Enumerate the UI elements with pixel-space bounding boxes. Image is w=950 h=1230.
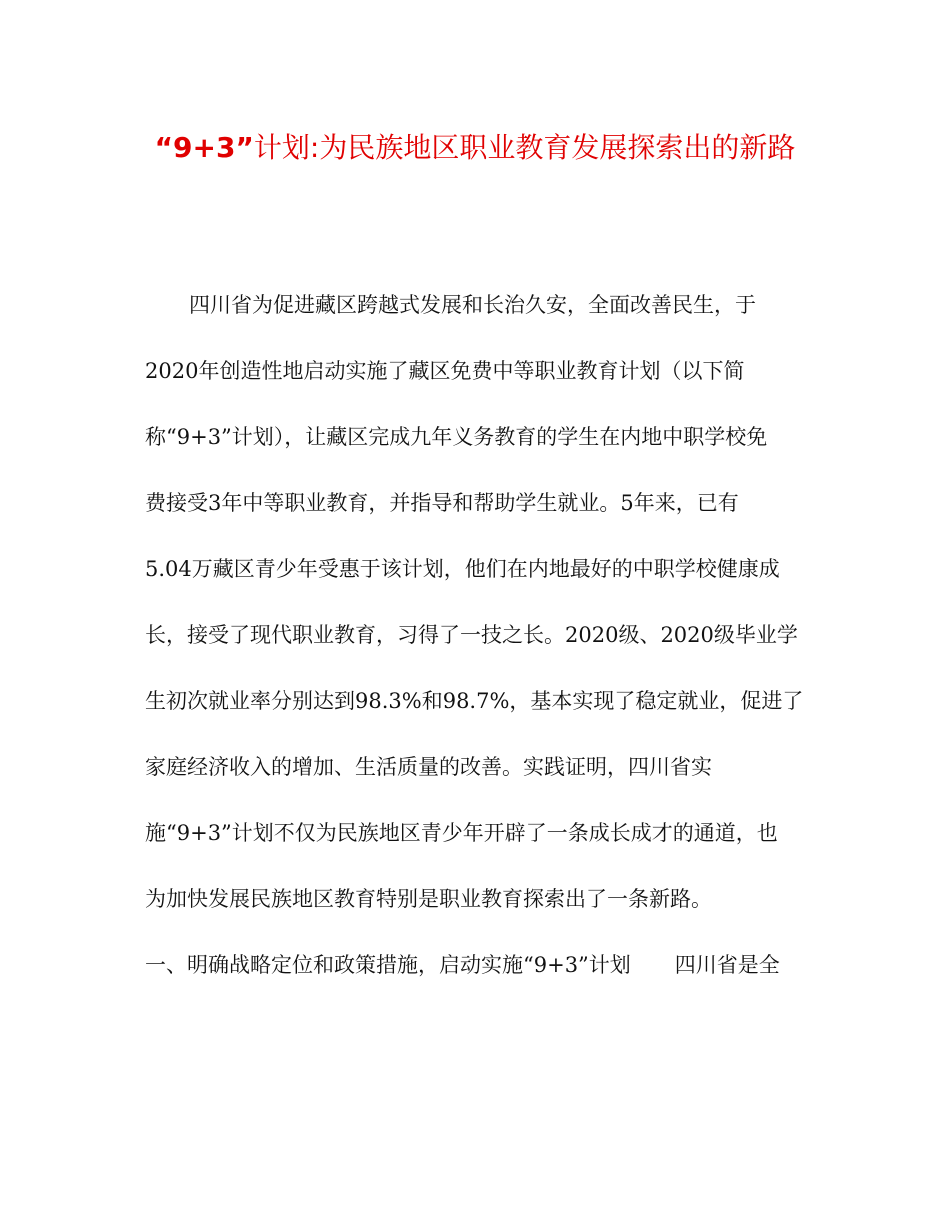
paragraph-line: 施“9+3”计划不仅为民族地区青少年开辟了一条成长成才的通道，也 <box>145 821 778 845</box>
paragraph-line: 长，接受了现代职业教育，习得了一技之长。2020级、2020级毕业学 <box>145 623 798 647</box>
body-text <box>145 283 815 1009</box>
paragraph-line: 2020年创造性地启动实施了藏区免费中等职业教育计划（以下简 <box>145 359 745 383</box>
paragraph-line: 四川省为促进藏区跨越式发展和长治久安，全面改善民生，于 <box>189 293 756 317</box>
paragraph-line: 5.04万藏区青少年受惠于该计划，他们在内地最好的中职学校健康成 <box>145 557 780 581</box>
paragraph-line: 称“9+3”计划），让藏区完成九年义务教育的学生在内地中职学校免 <box>145 425 768 449</box>
title-quote: “9+3” <box>154 131 254 164</box>
section-heading: 一、明确战略定位和政策措施，启动实施“9+3”计划 <box>145 953 631 977</box>
paragraph-line: 为加快发展民族地区教育特别是职业教育探索出了一条新路。 <box>145 887 712 911</box>
section-heading-line <box>145 943 815 1009</box>
section-continuation: 四川省是全 <box>674 953 780 977</box>
paragraph-line: 费接受3年中等职业教育，并指导和帮助学生就业。5年来，已有 <box>145 491 739 515</box>
document-title <box>0 128 950 168</box>
title-text: 计划:为民族地区职业教育发展探索出的新路 <box>253 131 796 164</box>
paragraph-line: 生初次就业率分别达到98.3%和98.7%，基本实现了稳定就业，促进了 <box>145 689 804 713</box>
paragraph-line: 家庭经济收入的增加、生活质量的改善。实践证明，四川省实 <box>145 755 712 779</box>
